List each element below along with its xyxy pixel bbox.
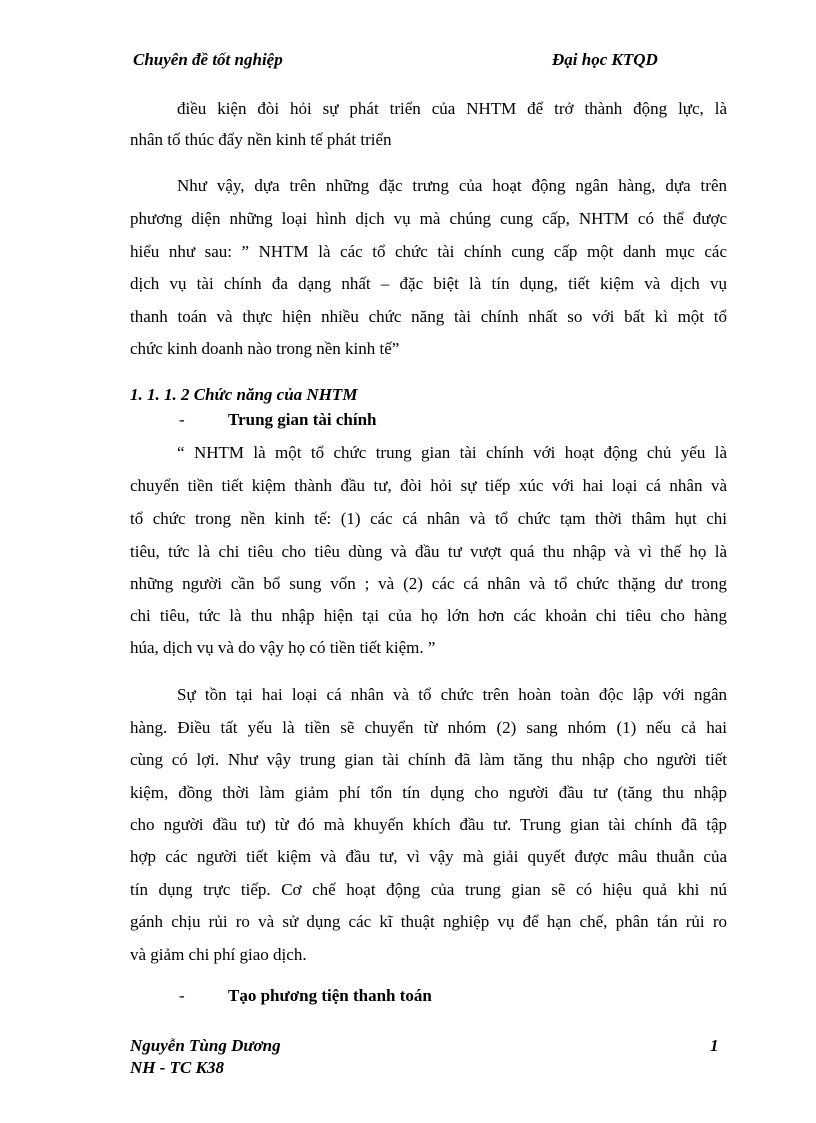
text-line: tiêu, tức là chi tiêu cho tiêu dùng và đầu tư vượt quá thu nhập và vì thế họ là [130,542,727,561]
text-line: tín dụng trực tiếp. Cơ chế hoạt động của trung gian sẽ có hiệu quả khi nú [130,880,727,899]
text-line: thanh toán và thực hiện nhiều chức năng tài chính nhất so với bất kì một tổ [130,307,727,326]
text-line: chuyển tiền tiết kiệm thành đầu tư, đòi hỏi sự tiếp xúc với hai loại cá nhân và [130,476,727,495]
footer-class: NH - TC K38 [130,1058,224,1077]
text-line: điều kiện đòi hỏi sự phát triển của NHTM để trở thành động lực, là [177,99,727,118]
text-line: hàng. Điều tất yếu là tiền sẽ chuyển từ nhóm (2) sang nhóm (1) nếu cả hai [130,718,727,737]
page-number: 1 [710,1036,719,1055]
text-line: “ NHTM là một tổ chức trung gian tài chính với hoạt động chủ yếu là [177,443,727,462]
bullet-label-trung-gian: Trung gian tài chính [228,410,377,429]
header-right-title: Đại học KTQD [552,50,658,69]
footer-author-name: Nguyễn Tùng Dương [130,1036,281,1055]
text-line: chi tiêu, tức là thu nhập hiện tại của họ lớn hơn các khoản chi tiêu cho hàng [130,606,727,625]
text-line: phương diện những loại hình dịch vụ mà chúng cung cấp, NHTM có thể được [130,209,727,228]
text-line: chức kinh doanh nào trong nền kinh tế” [130,339,400,358]
bullet-dash: - [179,986,185,1005]
text-line: tổ chức trong nền kinh tế: (1) các cá nhân và tổ chức tạm thời thâm hụt chi [130,509,727,528]
text-line: dịch vụ tài chính đa dạng nhất – đặc biệt là tín dụng, tiết kiệm và dịch vụ [130,274,727,293]
text-line: gánh chịu rủi ro và sử dụng các kĩ thuật nghiệp vụ để hạn chế, phân tán rủi ro [130,912,727,931]
text-line: hợp các người tiết kiệm và đầu tư, vì vậy mà giải quyết được mâu thuẫn của [130,847,727,866]
text-line: những người cần bổ sung vốn ; và (2) các cá nhân và tổ chức thặng dư trong [130,574,727,593]
bullet-label-tao-phuong-tien: Tạo phương tiện thanh toán [228,986,432,1005]
text-line: Sự tồn tại hai loại cá nhân và tổ chức trên hoàn toàn độc lập với ngân [177,685,727,704]
text-line: hiểu như sau: ” NHTM là các tổ chức tài chính cung cấp một danh mục các [130,242,727,261]
text-line: nhân tố thúc đẩy nền kinh tế phát triển [130,130,392,149]
text-line: và giảm chi phí giao dịch. [130,945,307,964]
text-line: húa, dịch vụ và do vậy họ có tiền tiết kiệm. ” [130,638,436,657]
text-line: kiệm, đồng thời làm giảm phí tổn tín dụng cho người đầu tư (tăng thu nhập [130,783,727,802]
bullet-dash: - [179,410,185,429]
text-line: Như vậy, dựa trên những đặc trưng của hoạt động ngân hàng, dựa trên [177,176,727,195]
text-line: cùng có lợi. Như vậy trung gian tài chính đã làm tăng thu nhập cho người tiết [130,750,727,769]
header-left-title: Chuyên đề tốt nghiệp [133,50,283,69]
section-heading: 1. 1. 1. 2 Chức năng của NHTM [130,385,358,404]
text-line: cho người đầu tư) từ đó mà khuyến khích đầu tư. Trung gian tài chính đã tập [130,815,727,834]
